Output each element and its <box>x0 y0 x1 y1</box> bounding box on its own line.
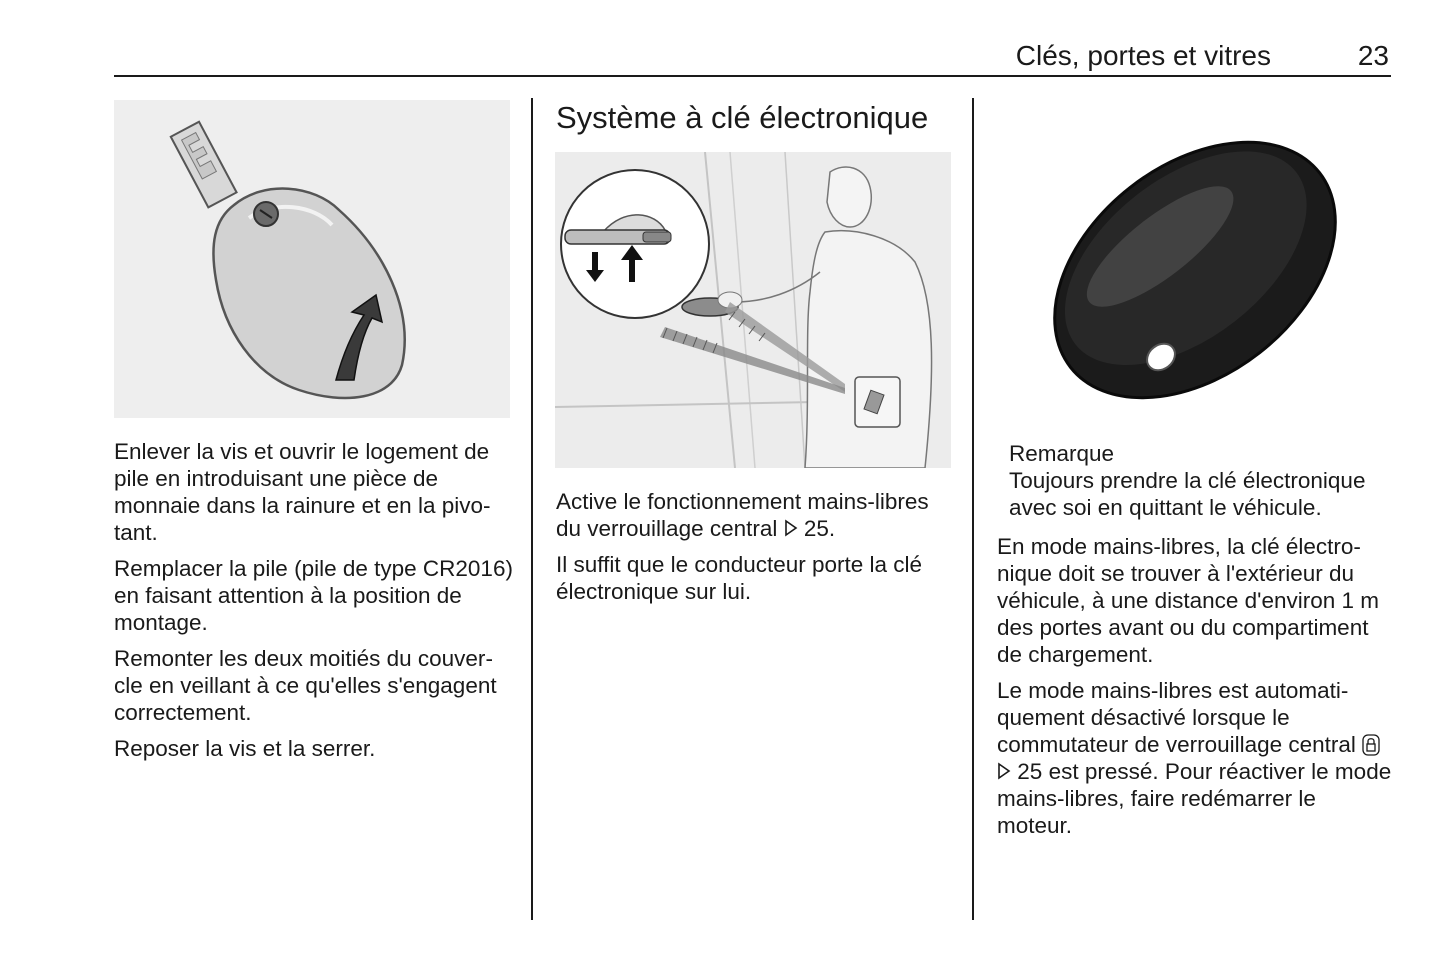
note-text: Toujours prendre la clé électronique avec soi en quittant le véhicule. <box>1009 468 1366 520</box>
page-reference-link[interactable]: 25 <box>1017 759 1043 784</box>
left-column-text <box>114 438 514 771</box>
note-box <box>1009 440 1399 521</box>
right-column-text <box>997 533 1397 848</box>
key-battery-illustration <box>114 100 510 418</box>
column-divider-1 <box>531 98 533 920</box>
paragraph-driver-carry-key: Il suffit que le conducteur porte la clé électronique sur lui. <box>556 552 923 604</box>
header-title: Clés, portes et vitres <box>1015 40 1271 71</box>
header-rule <box>114 75 1391 77</box>
paragraph-key-position: En mode mains-libres, la clé électronique doit se trouver à l'extérieur du véhicule, à une distance d'environ 1 m des portes avant ou du compartiment de chargement. <box>997 534 1380 667</box>
paragraph-refit-screw: Reposer la vis et la serrer. <box>114 736 376 761</box>
paragraph-open-cover: Enlever la vis et ouvrir le logement de pile en introduisant une pièce de monnaie dans la rainure et en la pivotant. <box>114 439 491 545</box>
page-reference-link[interactable]: 25. <box>803 516 836 541</box>
paragraph-hands-free-deactivation <box>997 677 1397 839</box>
page-reference-arrow-icon <box>784 518 798 538</box>
middle-column-text <box>556 488 956 614</box>
electronic-key-card-illustration <box>997 100 1393 418</box>
deactivation-text-end: est pressé. Pour réactiver le mode mains-libres, faire redémarrer le moteur. <box>997 759 1392 838</box>
section-title: Système à clé électronique <box>556 100 929 135</box>
activation-text: Active le fonctionnement mains-libres du verrouillage central <box>556 489 929 541</box>
hands-free-system-illustration <box>555 152 951 468</box>
page-number: 23 <box>1357 40 1389 71</box>
column-divider-2 <box>972 98 974 920</box>
paragraph-reassemble-cover: Remonter les deux moitiés du couvercle en veillant à ce qu'elles s'engagent correctement. <box>114 646 497 725</box>
central-lock-icon <box>1362 734 1380 756</box>
paragraph-hands-free-activation <box>556 488 956 542</box>
note-title: Remarque <box>1009 441 1115 466</box>
paragraph-replace-battery: Remplacer la pile (pile de type CR2016) en faisant attention à la position de montage. <box>114 556 513 635</box>
page-reference-arrow-icon <box>997 761 1011 781</box>
deactivation-text-start: Le mode mains-libres est automatiquement désactivé lorsque le commutateur de verrouillage central <box>997 678 1356 757</box>
